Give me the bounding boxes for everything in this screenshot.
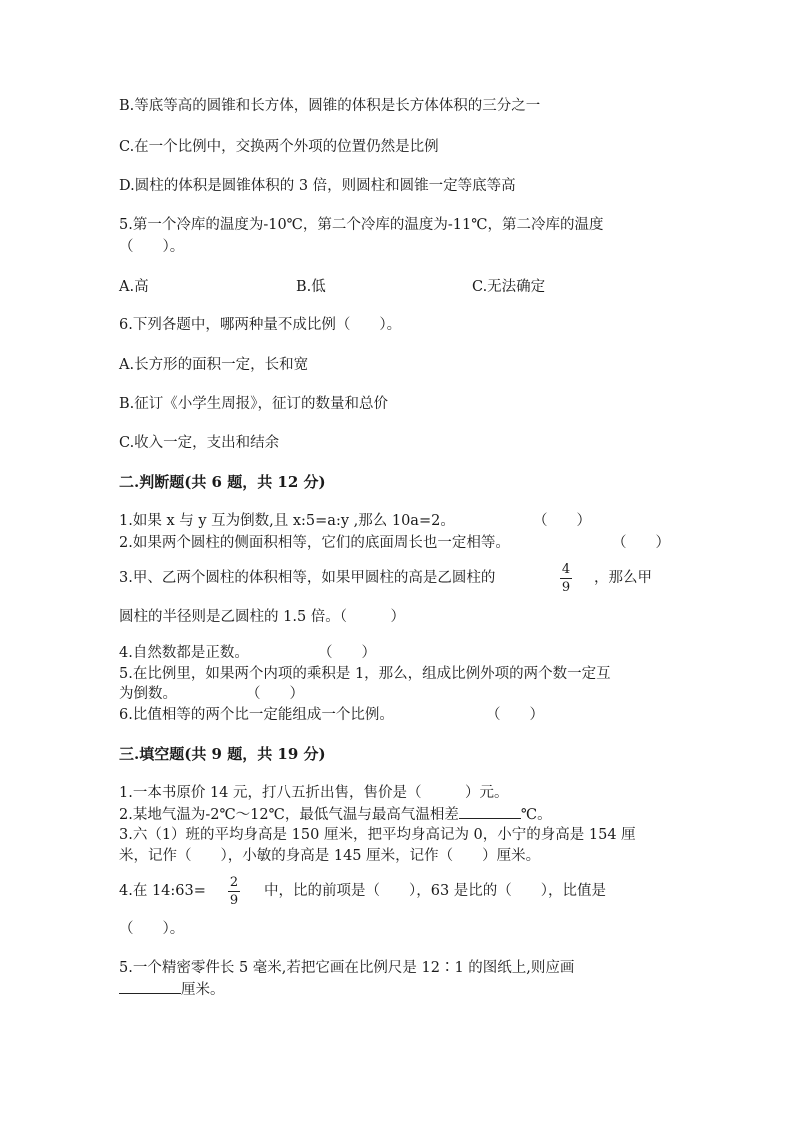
s3-q2-text: 2.某地气温为-2℃～12℃，最低气温与最高气温相差 xyxy=(119,807,459,823)
s3-q5-line1: 5.一个精密零件长 5 毫米,若把它画在比例尺是 12∶1 的图纸上,则应画 xyxy=(119,960,575,976)
section3-heading: 三.填空题(共 9 题，共 19 分) xyxy=(119,745,326,763)
fraction-denominator: 9 xyxy=(561,580,571,595)
s3-q2-unit: ℃。 xyxy=(520,807,552,823)
fraction-bar xyxy=(228,891,240,892)
s3-q5-line2 xyxy=(119,979,225,1000)
s3-q5-blank[interactable] xyxy=(119,979,181,994)
s2-q2-answer: （ ） xyxy=(612,535,670,551)
s2-q5-answer: （ ） xyxy=(246,686,304,702)
fraction-bar xyxy=(560,578,572,579)
s3-q4-part2: 中，比的前项是（ ），63 是比的（ ），比值是 xyxy=(264,883,607,899)
q5-option-a: A.高 xyxy=(119,279,149,295)
q4-option-d: D.圆柱的体积是圆锥体积的 3 倍，则圆柱和圆锥一定等底等高 xyxy=(119,178,516,194)
fraction-numerator: 2 xyxy=(229,875,239,890)
q5-option-b: B.低 xyxy=(296,279,326,295)
s2-q3-part2: ，那么甲 xyxy=(594,570,652,586)
s3-q3-line1: 3.六（1）班的平均身高是 150 厘米，把平均身高记为 0，小宁的身高是 154 厘 xyxy=(119,827,636,843)
s3-q2-blank[interactable] xyxy=(459,804,521,819)
fraction-numerator: 4 xyxy=(561,562,571,577)
s3-q2 xyxy=(119,804,552,825)
q6-option-b: B.征订《小学生周报》，征订的数量和总价 xyxy=(119,396,389,412)
section2-heading: 二.判断题(共 6 题，共 12 分) xyxy=(119,473,326,491)
s2-q1-answer: （ ） xyxy=(533,513,591,529)
q5-stem-line2: （ ）。 xyxy=(119,239,185,255)
q4-option-c: C.在一个比例中，交换两个外项的位置仍然是比例 xyxy=(119,139,439,155)
q6-stem: 6.下列各题中，哪两种量不成比例（ ）。 xyxy=(119,317,402,333)
s2-q1: 1.如果 x 与 y 互为倒数,且 x:5=a:y ,那么 10a=2。 xyxy=(119,513,455,529)
s2-q6: 6.比值相等的两个比一定能组成一个比例。 xyxy=(119,707,394,723)
fraction-denominator: 9 xyxy=(229,893,239,908)
q6-option-c: C.收入一定，支出和结余 xyxy=(119,435,280,451)
s3-q4-fraction xyxy=(228,875,240,908)
s2-q6-answer: （ ） xyxy=(486,707,544,723)
s2-q3-part3: 圆柱的半径则是乙圆柱的 1.5 倍。（ ） xyxy=(119,609,406,625)
q5-stem-line1: 5.第一个冷库的温度为-10℃，第二个冷库的温度为-11℃，第二冷库的温度 xyxy=(119,217,604,233)
s3-q3-line2: 米，记作（ ），小敏的身高是 145 厘米，记作（ ）厘米。 xyxy=(119,848,541,864)
s2-q3-fraction xyxy=(560,562,572,595)
s3-q4-part1: 4.在 14:63= xyxy=(119,883,206,899)
s2-q4-answer: （ ） xyxy=(318,645,376,661)
s2-q3-part1: 3.甲、乙两个圆柱的体积相等，如果甲圆柱的高是乙圆柱的 xyxy=(119,570,496,586)
s2-q4: 4.自然数都是正数。 xyxy=(119,645,249,661)
s3-q4-part3: （ ）。 xyxy=(119,921,185,937)
q6-option-a: A.长方形的面积一定，长和宽 xyxy=(119,357,309,373)
s2-q5-line1: 5.在比例里，如果两个内项的乘积是 1，那么，组成比例外项的两个数一定互 xyxy=(119,666,611,682)
s2-q5-line2: 为倒数。 xyxy=(119,686,177,702)
s3-q5-unit: 厘米。 xyxy=(181,982,225,998)
s2-q2: 2.如果两个圆柱的侧面积相等，它们的底面周长也一定相等。 xyxy=(119,535,510,551)
q5-option-c: C.无法确定 xyxy=(472,279,546,295)
s3-q1: 1.一本书原价 14 元，打八五折出售，售价是（ ）元。 xyxy=(119,785,509,801)
q4-option-b: B.等底等高的圆锥和长方体，圆锥的体积是长方体体积的三分之一 xyxy=(119,98,541,114)
